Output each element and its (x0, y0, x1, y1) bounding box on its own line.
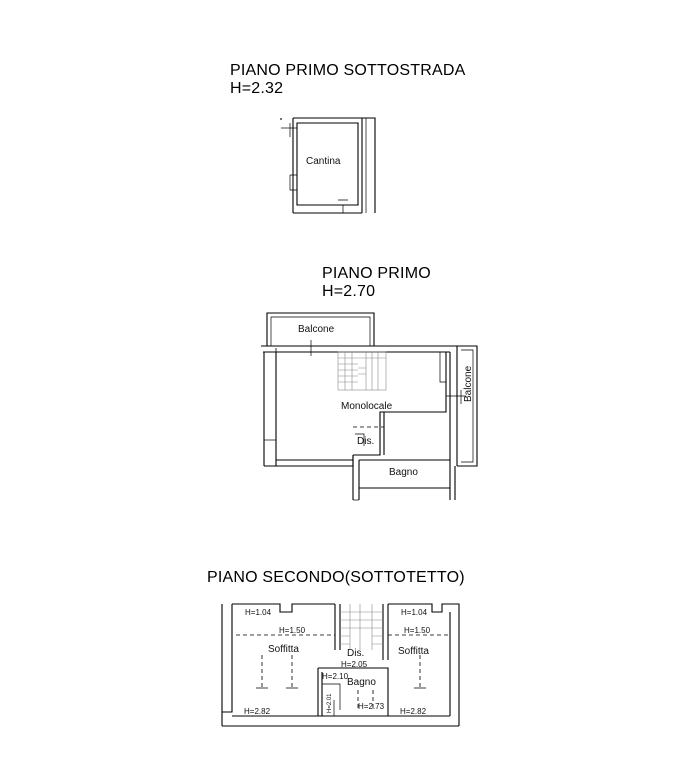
room-label-monolocale: Monolocale (341, 401, 393, 412)
basement-floor (230, 62, 466, 213)
height-label-small-vertical: H=2.01 (327, 693, 333, 713)
room-label-bagno: Bagno (389, 467, 418, 478)
first-floor-title: PIANO PRIMO (322, 265, 431, 282)
room-label-dis: Dis. (357, 436, 375, 447)
room-label-balcone-side: Balcone (463, 365, 474, 402)
height-label-150-right: H=1.50 (404, 626, 431, 635)
height-label-205: H=2.05 (341, 660, 368, 669)
height-label-282-left: H=2.82 (244, 707, 271, 716)
first-floor (261, 265, 477, 500)
height-label-210: H=2.10 (322, 672, 349, 681)
room-label-soffitta-left: Soffitta (268, 644, 299, 655)
height-label-104-left: H=1.04 (245, 608, 272, 617)
room-label-balcone-top: Balcone (298, 324, 335, 335)
basement-height: H=2.32 (230, 80, 284, 97)
second-floor (207, 569, 465, 726)
room-label-soffitta-right: Soffitta (398, 646, 429, 657)
first-floor-stairs (338, 352, 386, 390)
height-label-150-left: H=1.50 (279, 626, 306, 635)
second-floor-title: PIANO SECONDO(SOTTOTETTO) (207, 569, 465, 586)
room-label-bagno-second: Bagno (347, 677, 376, 688)
first-floor-height: H=2.70 (322, 283, 376, 300)
height-label-104-right: H=1.04 (401, 608, 428, 617)
second-floor-stairs (340, 604, 383, 650)
height-label-282-right: H=2.82 (400, 707, 427, 716)
height-label-273: H=2.73 (358, 702, 385, 711)
basement-title: PIANO PRIMO SOTTOSTRADA (230, 62, 466, 79)
room-label-dis-second: Dis. (347, 648, 365, 659)
room-label-cantina: Cantina (306, 156, 341, 167)
